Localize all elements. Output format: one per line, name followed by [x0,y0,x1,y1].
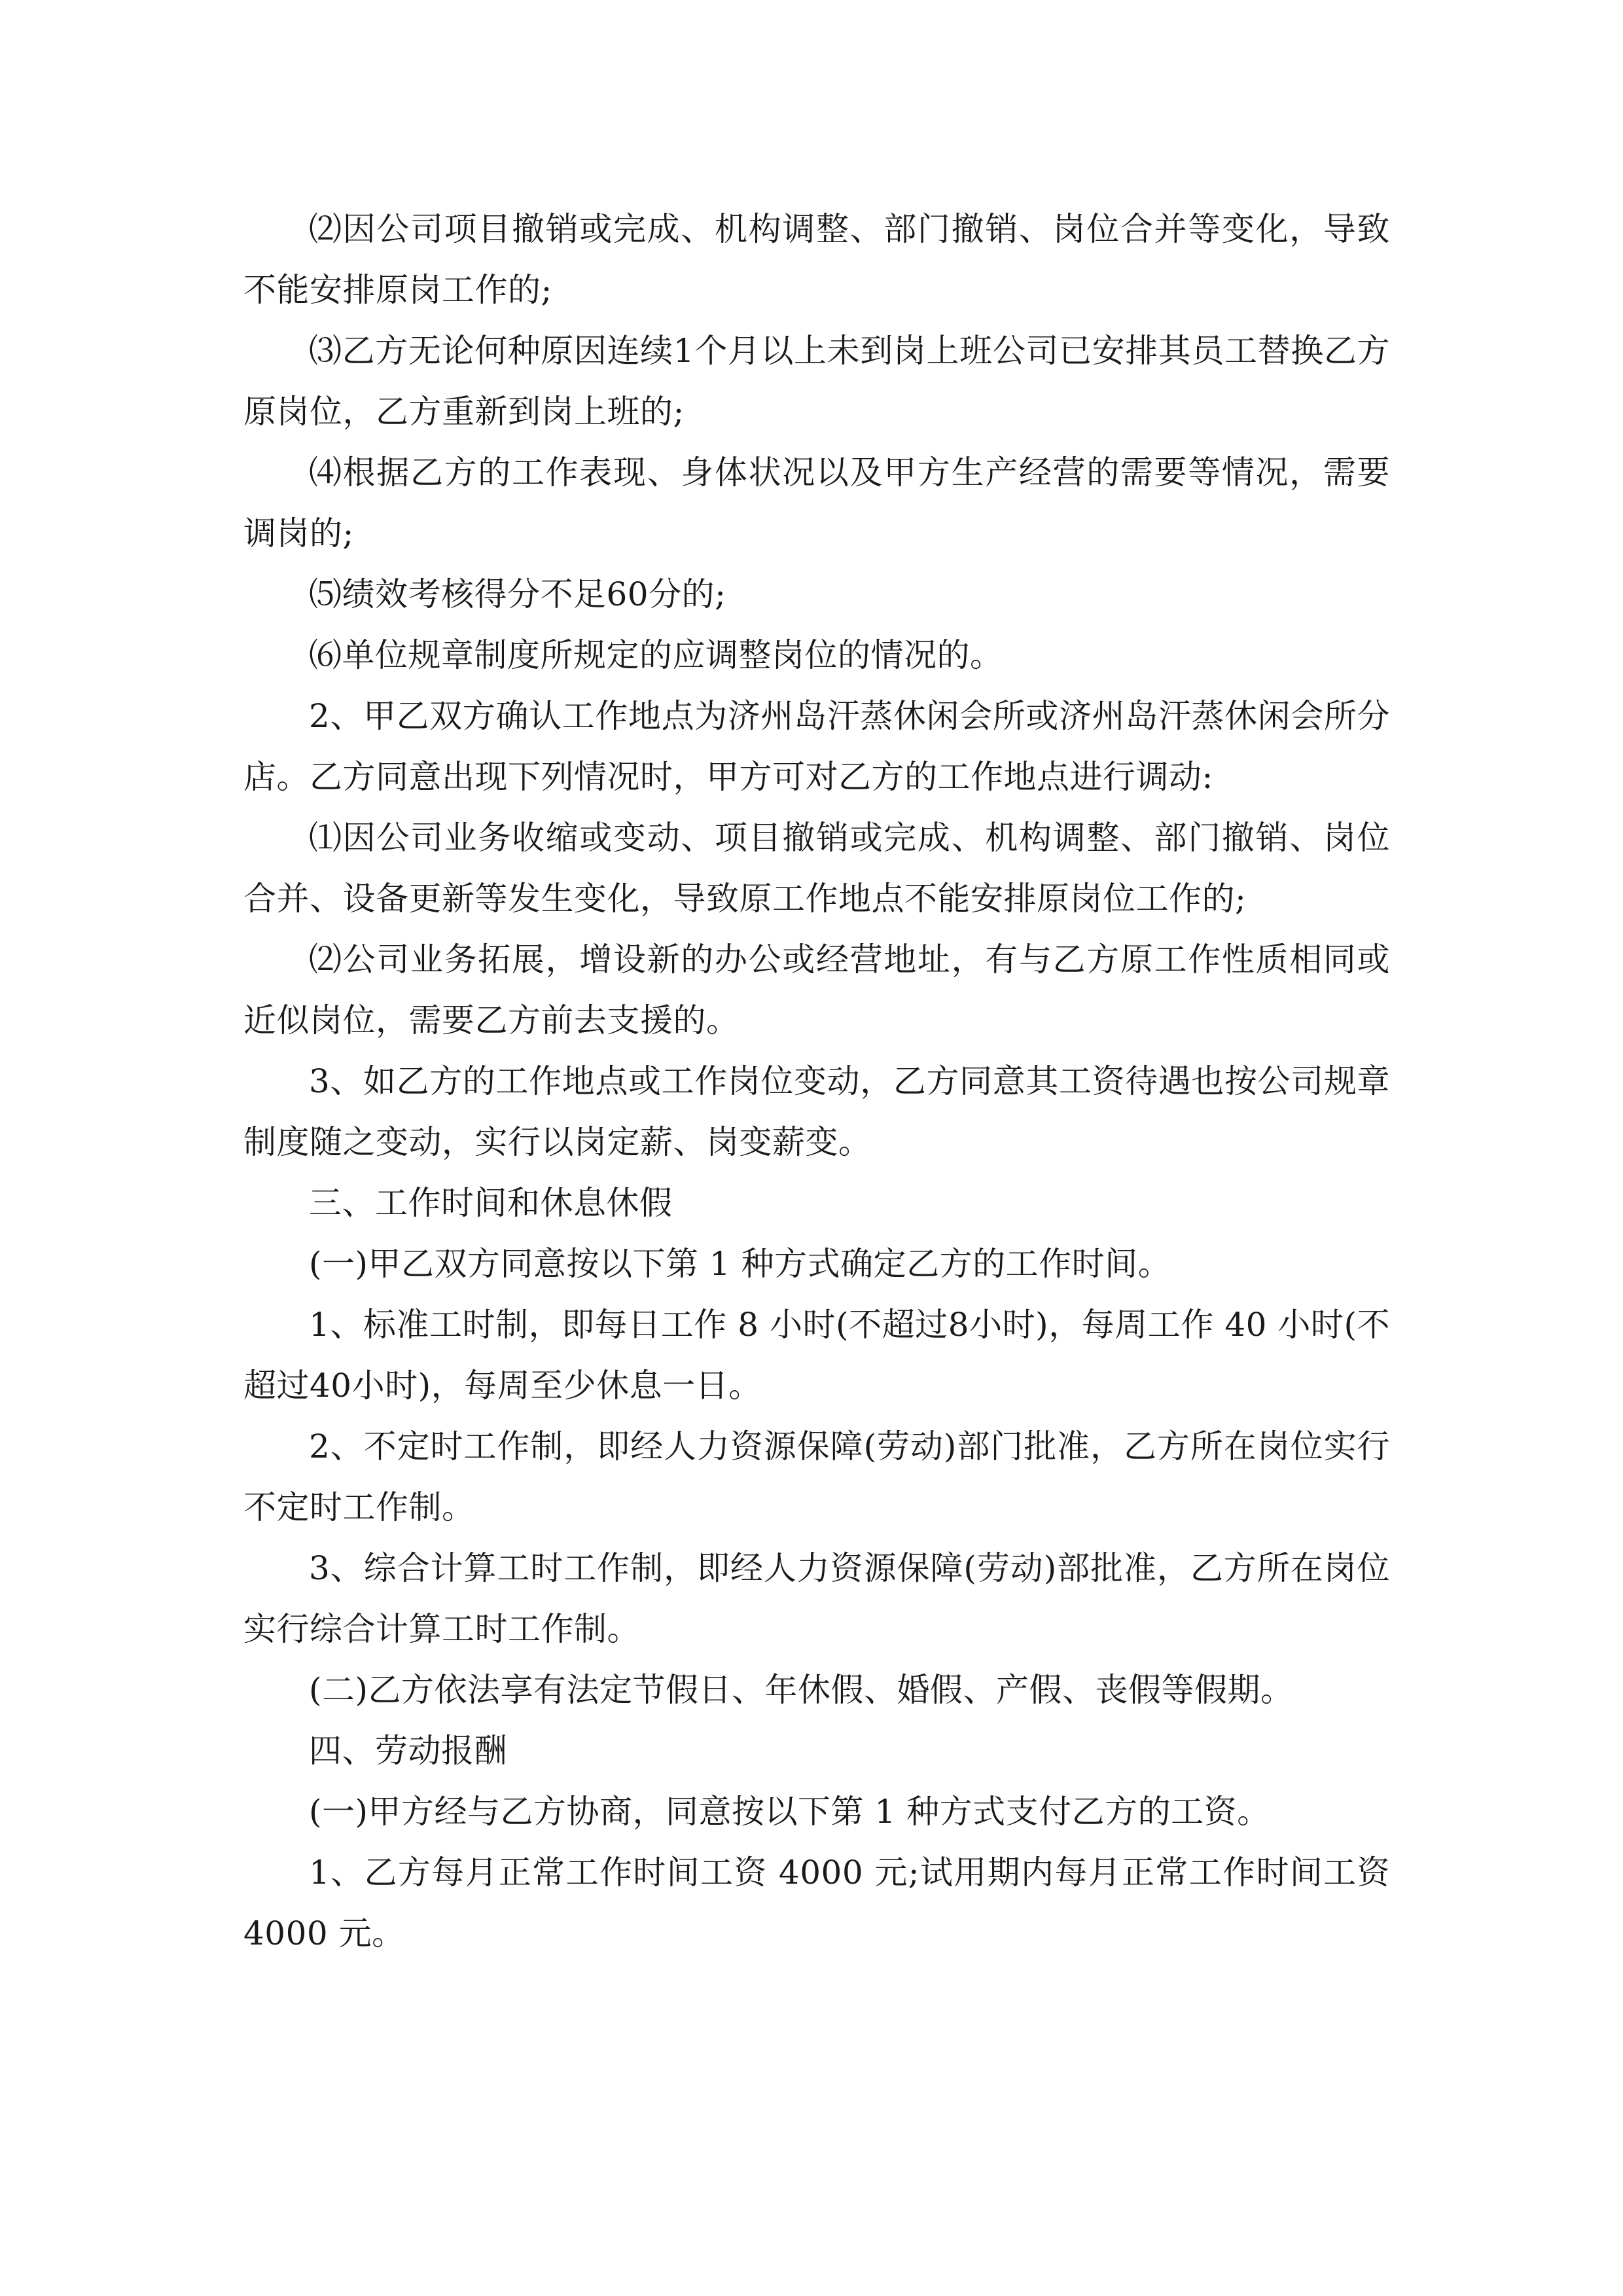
section-heading-work-time: 三、工作时间和休息休假 [309,1184,673,1222]
paragraph-location-item-2: ⑵公司业务拓展，增设新的办公或经营地址，有与乙方原工作性质相同或近似岗位，需要乙方前去支援的。 [243,941,1390,1039]
paragraph-2-item-4: ⑷根据乙方的工作表现、身体状况以及甲方生产经营的需要等情况，需要调岗的; [243,454,1390,552]
paragraph-work-time-method: (一)甲乙双方同意按以下第 1 种方式确定乙方的工作时间。 [309,1245,1171,1283]
paragraph-2-item-3: ⑶乙方无论何种原因连续1个月以上未到岗上班公司已安排其员工替换乙方原岗位，乙方重新到岗上班的; [243,332,1390,431]
document-body [243,199,1390,1964]
paragraph-payment-method: (一)甲方经与乙方协商，同意按以下第 1 种方式支付乙方的工资。 [309,1793,1270,1831]
paragraph-location-item-1: ⑴因公司业务收缩或变动、项目撤销或完成、机构调整、部门撤销、岗位合并、设备更新等发生变化，导致原工作地点不能安排原岗位工作的; [243,819,1390,918]
paragraph-holidays: (二)乙方依法享有法定节假日、年休假、婚假、产假、丧假等假期。 [309,1671,1294,1709]
section-heading-remuneration: 四、劳动报酬 [309,1732,507,1770]
paragraph-salary-change: 3、如乙方的工作地点或工作岗位变动，乙方同意其工资待遇也按公司规章制度随之变动，实行以岗定薪、岗变薪变。 [243,1062,1390,1161]
paragraph-2-item-6: ⑹单位规章制度所规定的应调整岗位的情况的。 [309,636,1003,674]
paragraph-work-location: 2、甲乙双方确认工作地点为济州岛汗蒸休闲会所或济州岛汗蒸休闲会所分店。乙方同意出现下列情况时，甲方可对乙方的工作地点进行调动: [243,697,1390,796]
paragraph-standard-hours: 1、标准工时制，即每日工作 8 小时(不超过8小时)，每周工作 40 小时(不超过40小时)，每周至少休息一日。 [243,1306,1390,1405]
paragraph-monthly-salary: 1、乙方每月正常工作时间工资 4000 元;试用期内每月正常工作时间工资4000 元。 [243,1854,1390,1952]
paragraph-comprehensive-hours: 3、综合计算工时工作制，即经人力资源保障(劳动)部批准，乙方所在岗位实行综合计算工时工作制。 [243,1549,1390,1648]
paragraph-2-item-2: ⑵因公司项目撤销或完成、机构调整、部门撤销、岗位合并等变化，导致不能安排原岗工作的; [243,210,1390,309]
paragraph-flexible-hours: 2、不定时工作制，即经人力资源保障(劳动)部门批准，乙方所在岗位实行不定时工作制。 [243,1427,1390,1526]
paragraph-2-item-5: ⑸绩效考核得分不足60分的; [309,575,726,613]
